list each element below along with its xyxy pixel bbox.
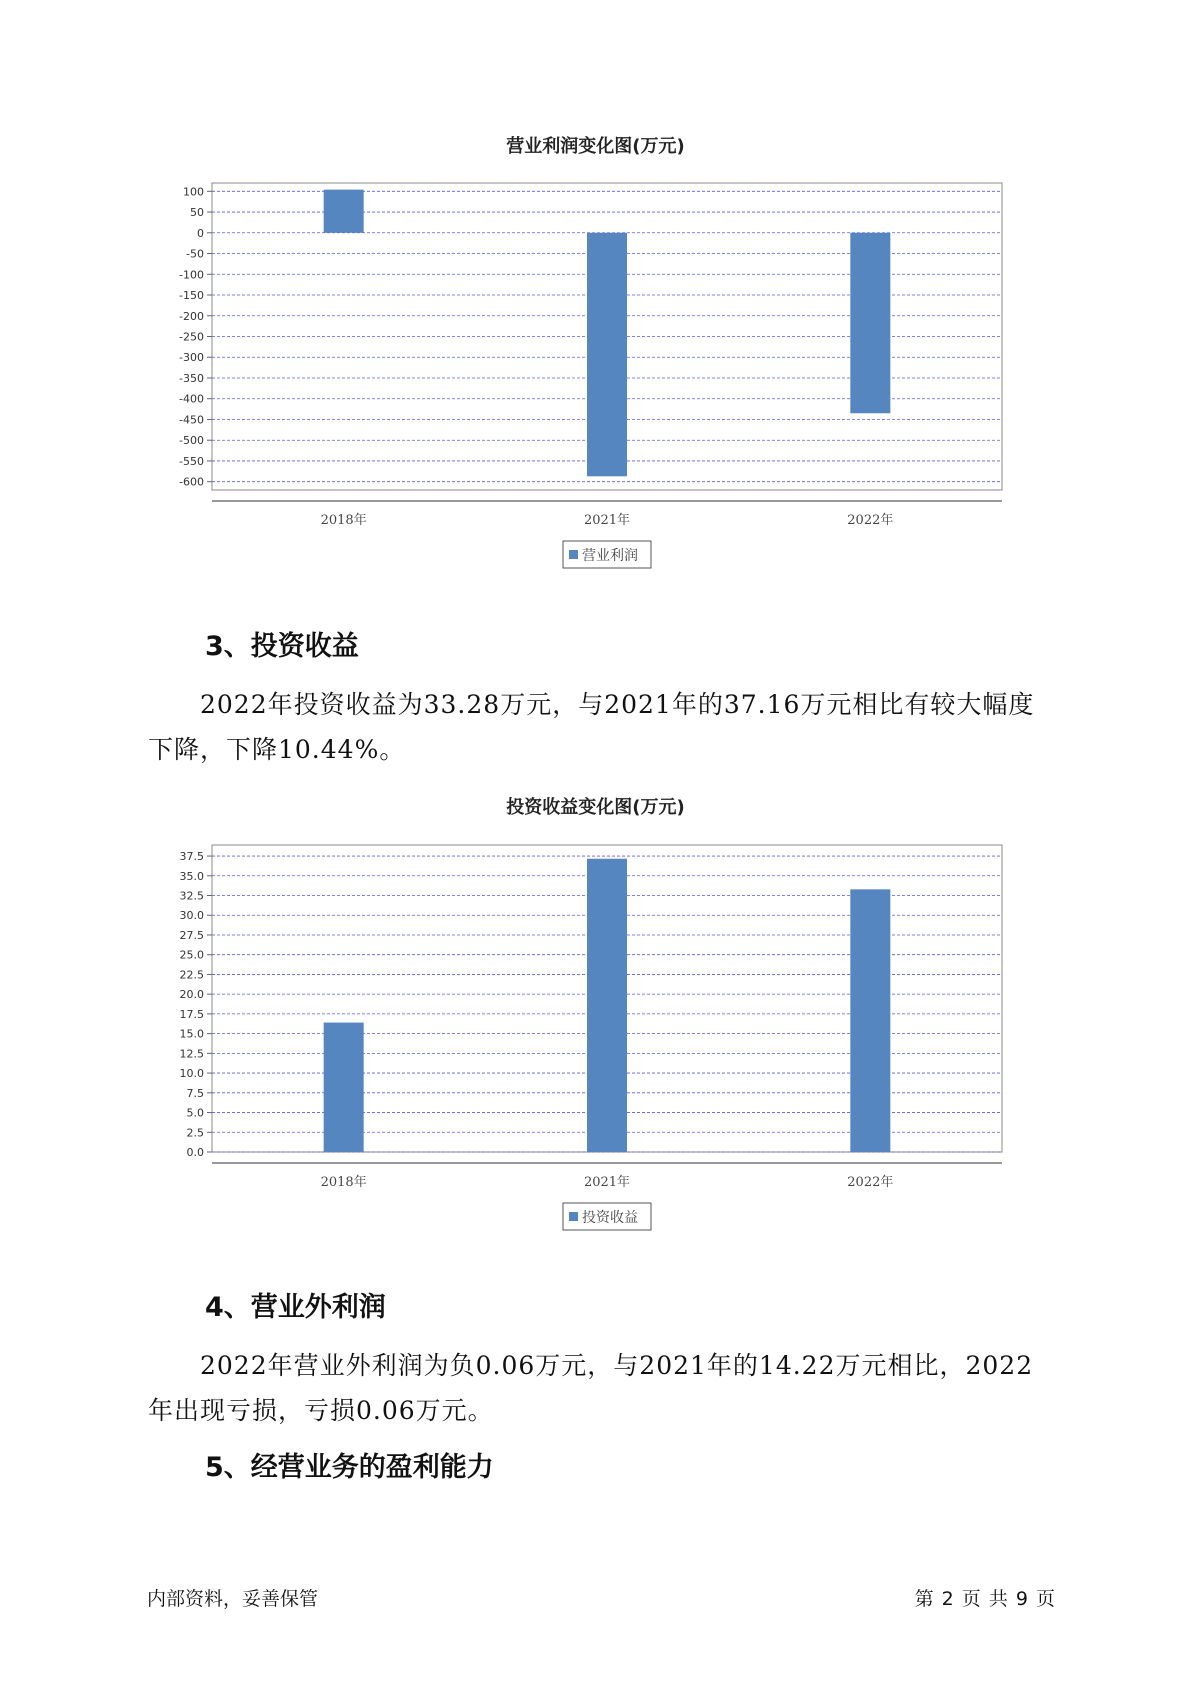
chart2-title: 投资收益变化图(万元)	[506, 797, 685, 818]
y-tick-label: 25.0	[179, 948, 204, 962]
y-tick-label: -200	[179, 309, 204, 323]
bar	[324, 1023, 364, 1152]
y-tick-label: -250	[179, 330, 204, 344]
y-tick-label: 0.0	[186, 1146, 204, 1159]
x-category-label: 2022年	[847, 1175, 894, 1190]
y-tick-label: -50	[186, 247, 204, 261]
section-3-paragraph: 2022年投资收益为33.28万元，与2021年的37.16万元相比有较大幅度下降，下降10.44%。	[148, 690, 1035, 764]
investment-income-chart	[150, 822, 1050, 1252]
legend-label: 投资收益	[582, 1210, 638, 1226]
section-3-heading: 3、投资收益	[205, 631, 359, 662]
y-tick-label: 7.5	[186, 1086, 204, 1100]
y-tick-label: -300	[179, 351, 204, 365]
operating-profit-chart	[150, 160, 1050, 590]
section-4-paragraph: 2022年营业外利润为负0.06万元，与2021年的14.22万元相比，2022年出现亏损，亏损0.06万元。	[148, 1351, 1034, 1425]
y-tick-label: -550	[179, 454, 204, 468]
legend-swatch	[569, 550, 578, 559]
x-category-label: 2021年	[583, 1175, 631, 1190]
y-tick-label: 20.0	[179, 988, 204, 1002]
footer-page-number: 第 2 页 共 9 页	[914, 1588, 1056, 1610]
y-tick-label: 10.0	[179, 1067, 204, 1081]
chart-legend	[563, 541, 651, 568]
y-tick-label: -400	[179, 392, 204, 406]
y-tick-label: 30.0	[179, 909, 204, 923]
y-tick-label: 100	[183, 185, 204, 199]
chart-legend	[563, 1203, 651, 1230]
y-tick-label: -450	[179, 413, 204, 427]
y-tick-label: 5.0	[186, 1106, 204, 1120]
footer-confidential-note: 内部资料，妥善保管	[147, 1588, 319, 1610]
bar	[850, 889, 890, 1152]
x-category-label: 2022年	[847, 513, 894, 528]
y-tick-label: 12.5	[179, 1047, 204, 1061]
y-tick-label: -500	[179, 434, 204, 448]
section-4-heading: 4、营业外利润	[205, 1292, 386, 1323]
y-tick-label: 27.5	[179, 928, 204, 942]
y-tick-label: 15.0	[179, 1027, 204, 1041]
y-tick-label: 17.5	[179, 1007, 204, 1021]
y-tick-label: 22.5	[179, 968, 204, 982]
legend-label: 营业利润	[582, 548, 638, 564]
section-5-heading: 5、经营业务的盈利能力	[205, 1452, 494, 1483]
x-category-label: 2018年	[320, 513, 367, 528]
bar	[850, 233, 890, 413]
legend-swatch	[569, 1212, 578, 1221]
y-tick-label: 35.0	[179, 869, 204, 883]
y-tick-label: -350	[179, 371, 204, 385]
y-tick-label: -600	[179, 475, 204, 489]
y-tick-label: 37.5	[179, 850, 204, 864]
y-tick-label: 32.5	[179, 889, 204, 903]
y-tick-label: -150	[179, 289, 204, 303]
bar	[587, 233, 627, 477]
y-tick-label: -100	[179, 268, 204, 282]
y-tick-label: 2.5	[186, 1126, 204, 1140]
y-tick-label: 0	[197, 226, 204, 240]
chart1-title: 营业利润变化图(万元)	[506, 136, 685, 157]
bar	[324, 190, 364, 233]
y-tick-label: 50	[190, 206, 204, 220]
x-category-label: 2018年	[320, 1175, 367, 1190]
bar	[587, 859, 627, 1152]
x-category-label: 2021年	[583, 513, 631, 528]
